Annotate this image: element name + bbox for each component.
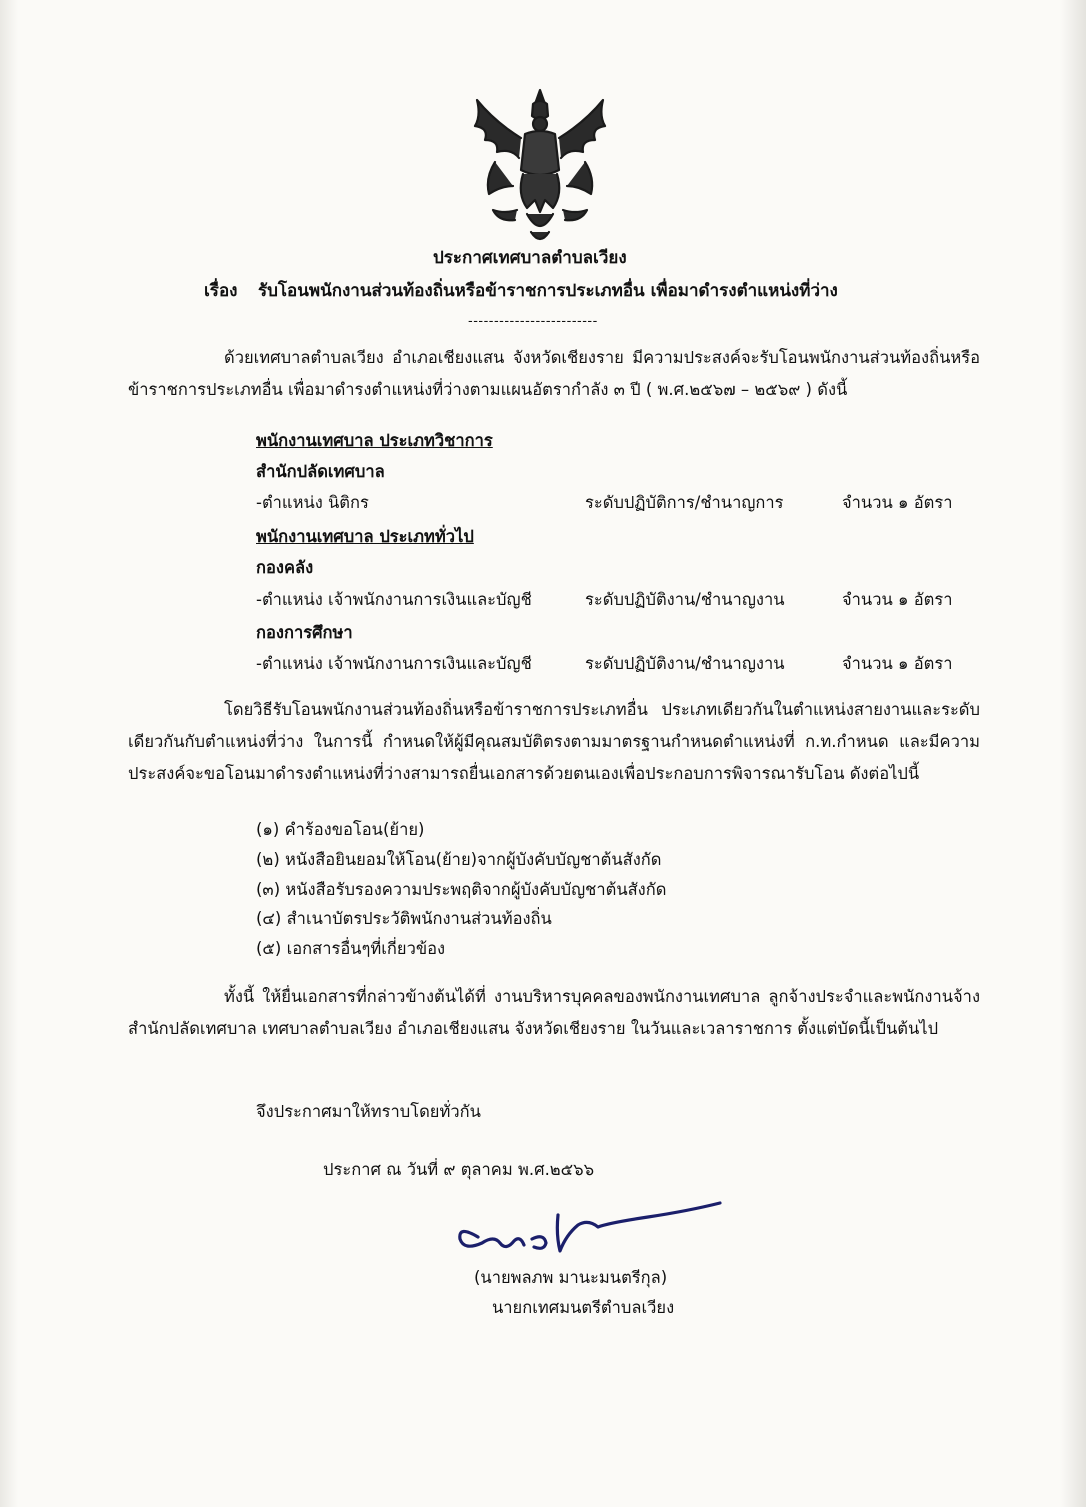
document-item: (๕) เอกสารอื่นๆที่เกี่ยวข้อง — [256, 939, 446, 958]
department-name: กองคลัง — [256, 558, 314, 577]
subject-text: รับโอนพนักงานส่วนท้องถิ่นหรือข้าราชการประเภทอื่น เพื่อมาดำรงตำแหน่งที่ว่าง — [258, 281, 838, 301]
document-item: (๔) สำเนาบัตรประวัติพนักงานส่วนท้องถิ่น — [256, 909, 552, 928]
subject-label: เรื่อง — [204, 281, 238, 301]
position-count: จำนวน ๑ อัตรา — [842, 654, 953, 673]
department-name: สำนักปลัดเทศบาล — [256, 462, 385, 481]
position-name: -ตำแหน่ง เจ้าพนักงานการเงินและบัญชี — [256, 590, 532, 609]
announcement-title: ประกาศเทศบาลตำบลเวียง — [433, 248, 627, 268]
position-level: ระดับปฏิบัติงาน/ชำนาญงาน — [585, 654, 785, 673]
method-paragraph: โดยวิธีรับโอนพนักงานส่วนท้องถิ่นหรือข้าราชการประเภทอื่น ประเภทเดียวกันในตำแหน่งสายงานและระดับเดียวกันกับตำแหน่งที่ว่าง ในการนี้ กำหนดให้ผู้มีคุณสมบัติตรงตามมาตรฐานกำหนดตำแหน่งที่ ก.ท.กำหนด และมีความประสงค์จะขอโอนมาดำรงตำแหน่งที่ว่างสามารถยื่นเอกสารด้วยตนเองเพื่อประกอบการพิจารณารับโอน ดังต่อไปนี้ — [128, 700, 980, 783]
document-item: (๓) หนังสือรับรองความประพฤติจากผู้บังคับบัญชาต้นสังกัด — [256, 880, 667, 899]
position-name: -ตำแหน่ง นิติกร — [256, 493, 369, 512]
position-name: -ตำแหน่ง เจ้าพนักงานการเงินและบัญชี — [256, 654, 532, 673]
group-heading-general: พนักงานเทศบาล ประเภททั่วไป — [256, 527, 474, 546]
signature — [448, 1195, 728, 1265]
signer-title: นายกเทศมนตรีตำบลเวียง — [492, 1298, 675, 1317]
garuda-emblem-icon — [455, 82, 625, 252]
position-count: จำนวน ๑ อัตรา — [842, 590, 953, 609]
submission-paragraph: ทั้งนี้ ให้ยื่นเอกสารที่กล่าวข้างต้นได้ที่ งานบริหารบุคคลของพนักงานเทศบาล ลูกจ้างประจำและพนักงานจ้าง สำนักปลัดเทศบาล เทศบาลตำบลเวียง อำเภอเชียงแสน จังหวัดเชียงราย ในวันและเวลาราชการ ตั้งแต่บัดนี้เป็นต้นไป — [128, 987, 980, 1038]
group-heading-academic: พนักงานเทศบาล ประเภทวิชาการ — [256, 431, 493, 450]
department-name: กองการศึกษา — [256, 623, 353, 642]
position-level: ระดับปฏิบัติการ/ชำนาญการ — [585, 493, 784, 512]
document-item: (๑) คำร้องขอโอน(ย้าย) — [256, 820, 425, 839]
intro-paragraph: ด้วยเทศบาลตำบลเวียง อำเภอเชียงแสน จังหวัดเชียงราย มีความประสงค์จะรับโอนพนักงานส่วนท้องถิ่นหรือข้าราชการประเภทอื่น เพื่อมาดำรงตำแหน่งที่ว่างตามแผนอัตรากำลัง ๓ ปี ( พ.ศ.๒๕๖๗ – ๒๕๖๙ ) ดังนี้ — [128, 348, 980, 399]
position-count: จำนวน ๑ อัตรา — [842, 493, 953, 512]
document-item: (๒) หนังสือยินยอมให้โอน(ย้าย)จากผู้บังคับบัญชาต้นสังกัด — [256, 850, 662, 869]
closing-line: จึงประกาศมาให้ทราบโดยทั่วกัน — [256, 1102, 481, 1121]
header-divider: ------------------------- — [468, 314, 598, 329]
announcement-date: ประกาศ ณ วันที่ ๙ ตุลาคม พ.ศ.๒๕๖๖ — [323, 1160, 595, 1179]
signer-name: (นายพลภพ มานะมนตรีกุล) — [474, 1268, 668, 1287]
position-level: ระดับปฏิบัติงาน/ชำนาญงาน — [585, 590, 785, 609]
